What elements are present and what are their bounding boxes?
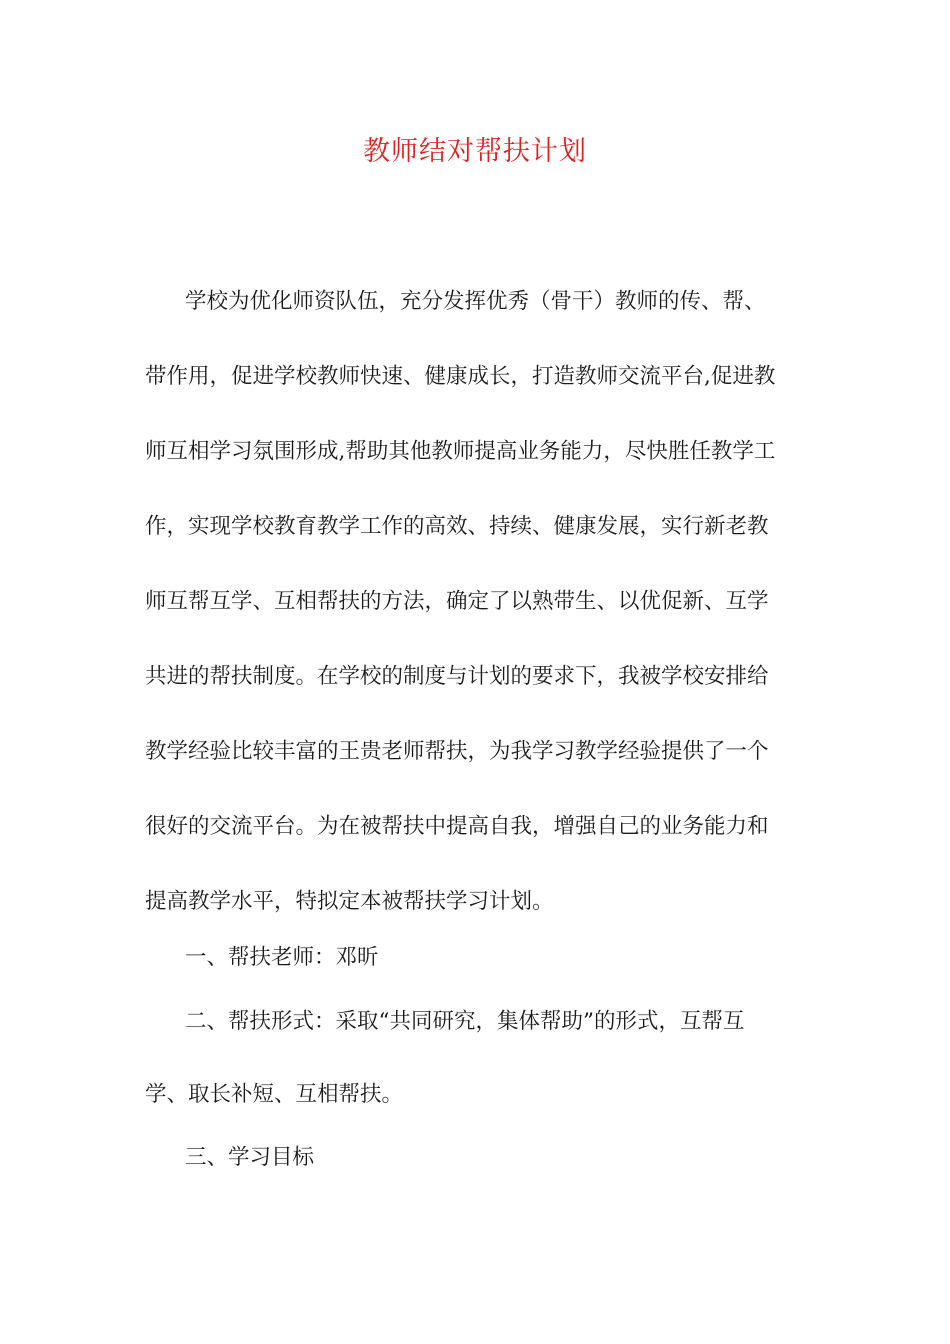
intro-line: 很好的交流平台。为在被帮扶中提高自我，增强自己的业务能力和: [145, 814, 769, 839]
section-helper-teacher: 一、帮扶老师：邓昕: [185, 945, 379, 970]
intro-line: 作，实现学校教育教学工作的高效、持续、健康发展，实行新老教: [145, 514, 769, 539]
section-help-form-line2: 学、取长补短、互相帮扶。: [145, 1082, 404, 1107]
section-learning-goals: 三、学习目标: [185, 1145, 315, 1170]
intro-line: 师互帮互学、互相帮扶的方法，确定了以熟带生、以优促新、互学: [145, 589, 769, 614]
document-title: 教师结对帮扶计划: [363, 136, 587, 167]
intro-line: 师互相学习氛围形成,帮助其他教师提高业务能力，尽快胜任教学工: [145, 439, 776, 464]
intro-line: 共进的帮扶制度。在学校的制度与计划的要求下，我被学校安排给: [145, 664, 769, 689]
section-help-form-line1: 二、帮扶形式：采取“共同研究，集体帮助”的形式，互帮互: [185, 1009, 745, 1034]
intro-paragraph: [145, 282, 805, 957]
intro-line: 学校为优化师资队伍，充分发挥优秀（骨干）教师的传、帮、: [185, 289, 766, 314]
intro-line: 提高教学水平，特拟定本被帮扶学习计划。: [145, 889, 554, 914]
intro-line: 带作用，促进学校教师快速、健康成长，打造教师交流平台,促进教: [145, 364, 776, 389]
intro-line: 教学经验比较丰富的王贵老师帮扶，为我学习教学经验提供了一个: [145, 739, 769, 764]
